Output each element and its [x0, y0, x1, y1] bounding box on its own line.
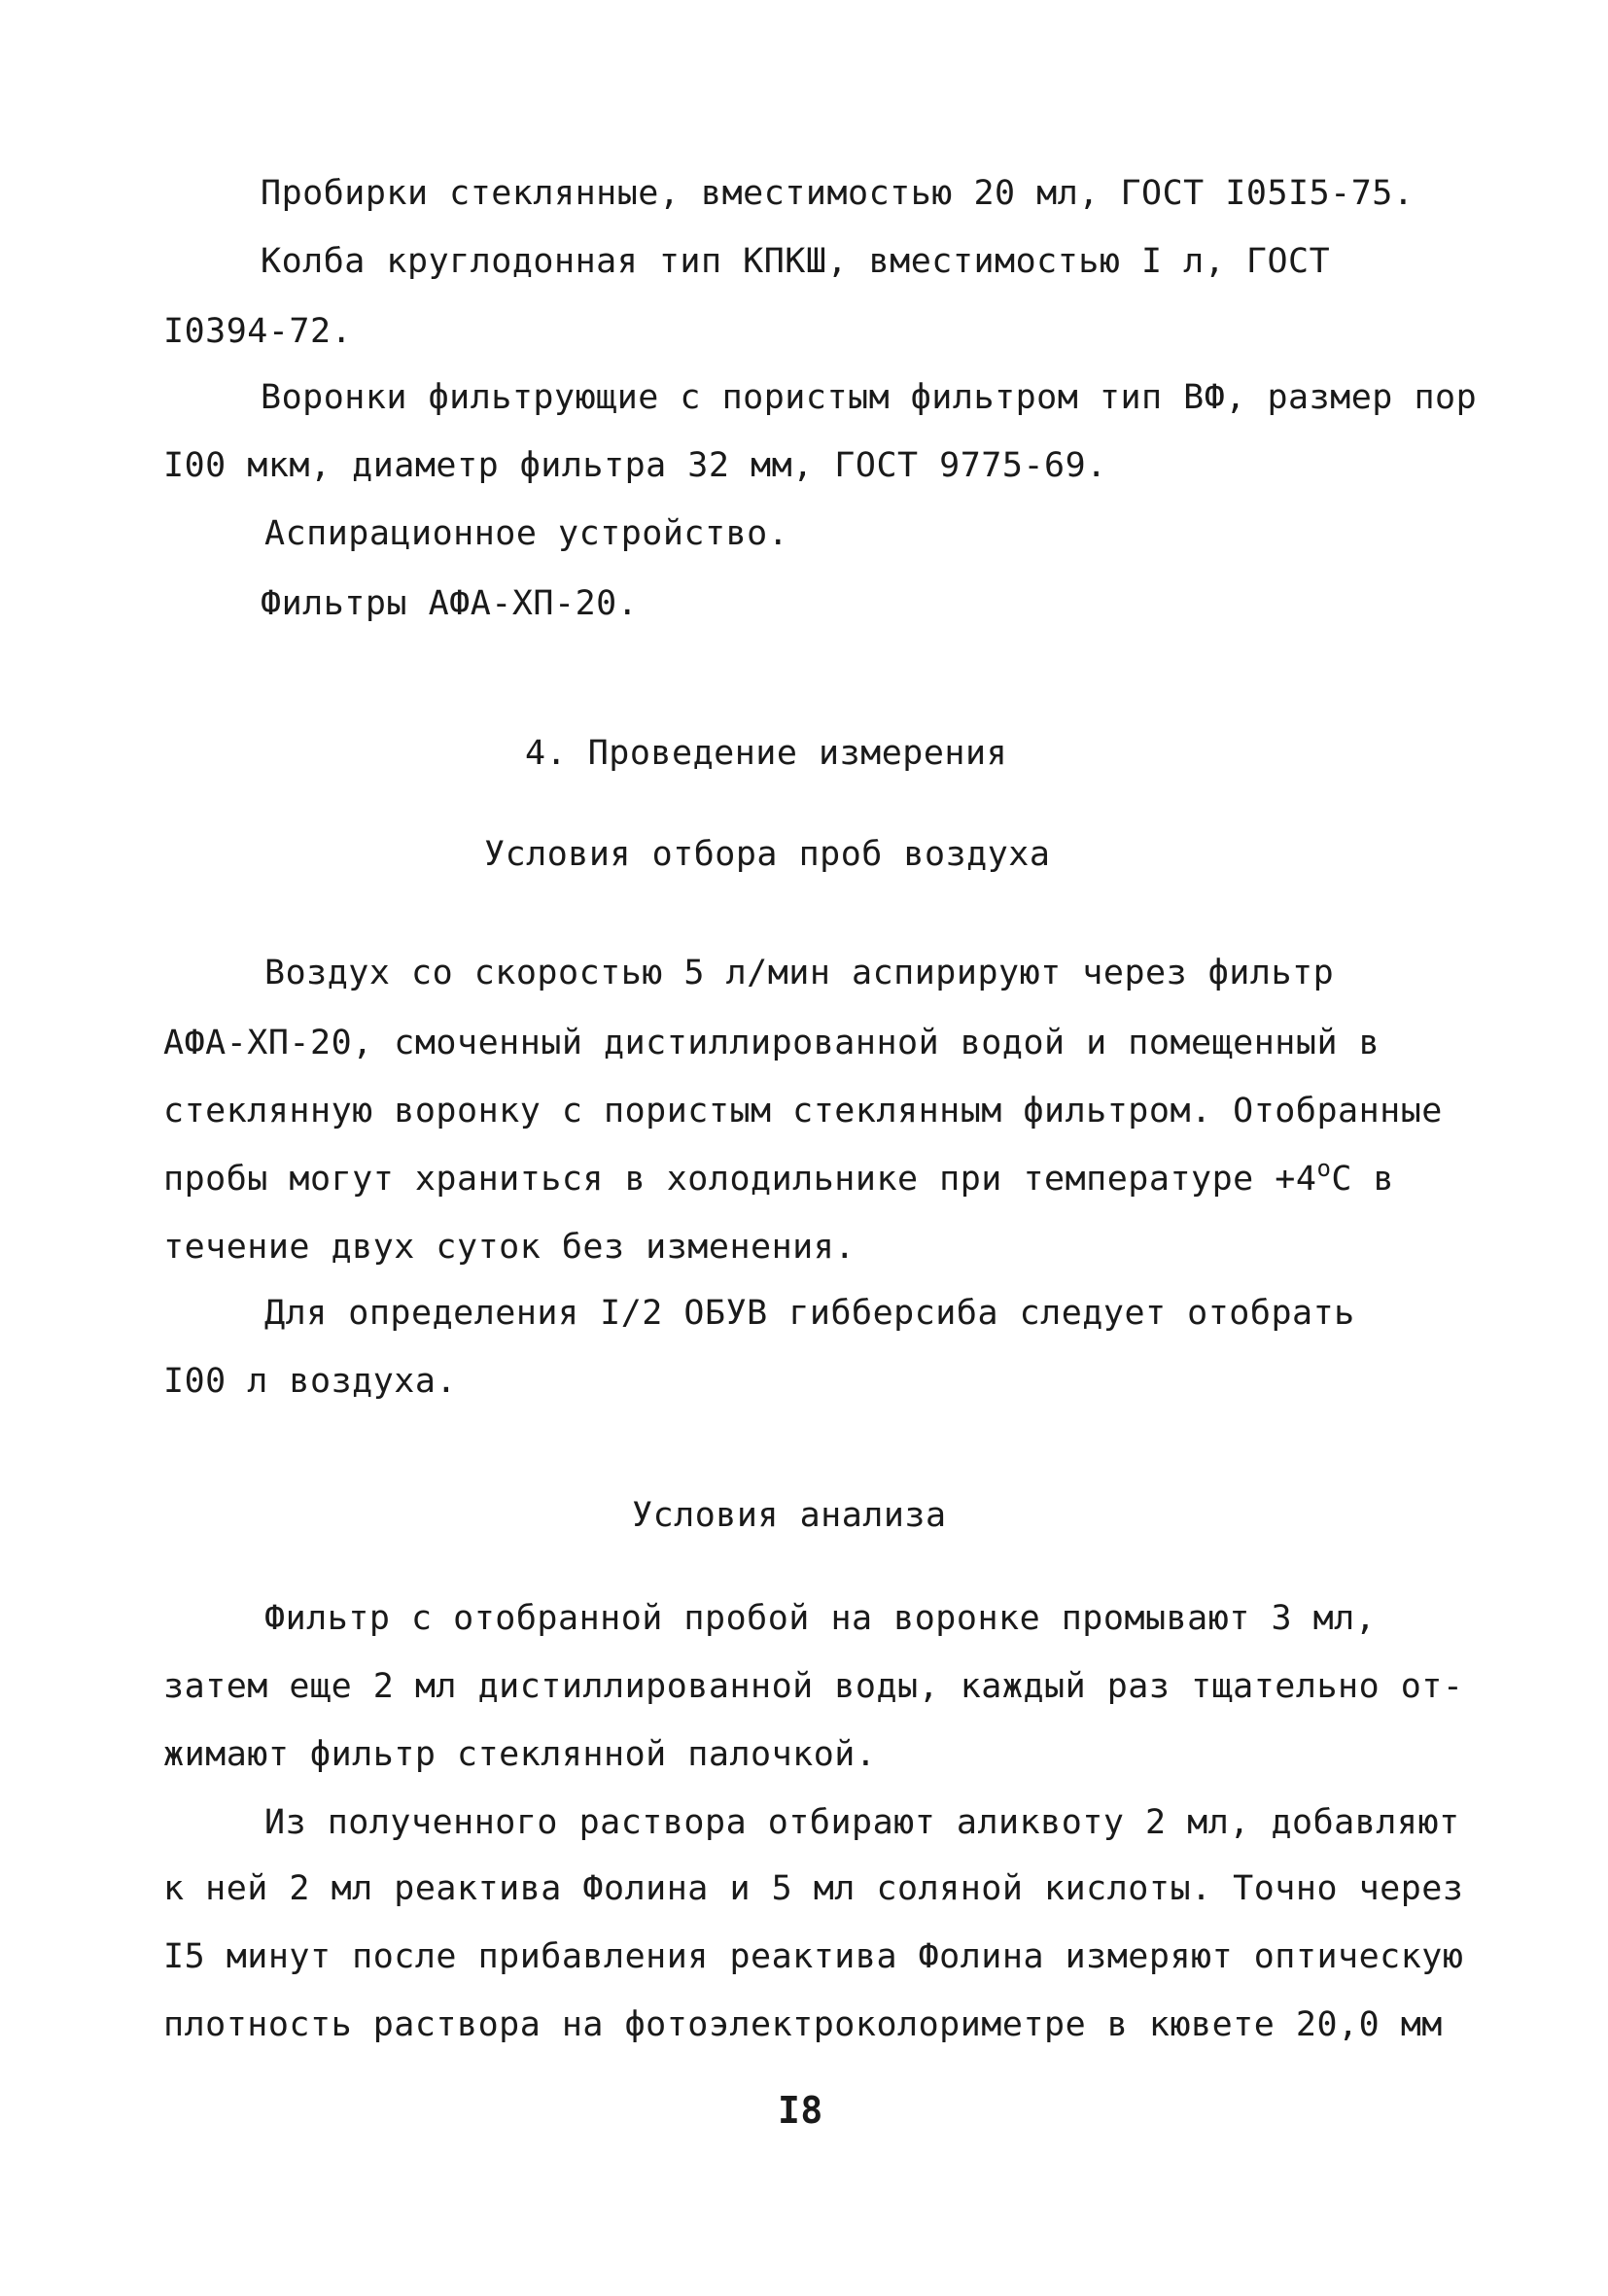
temperature-text: пробы могут храниться в холодильнике при температуре +4: [163, 1160, 1317, 1199]
equipment-line-flask: Колба круглодонная тип КПКШ, вместимостью I л, ГОСТ: [261, 242, 1331, 281]
sampling-paragraph-line: стеклянную воронку с пористым стеклянным фильтром. Отобранные: [163, 1092, 1443, 1131]
equipment-line-aspirator: Аспирационное устройство.: [264, 514, 789, 553]
page-number: I8: [778, 2089, 823, 2132]
volume-paragraph-line: I00 л воздуха.: [163, 1362, 458, 1401]
equipment-line-funnels-cont: I00 мкм, диаметр фильтра 32 мм, ГОСТ 9775-69.: [163, 446, 1107, 485]
section-subheading-sampling: Условия отбора проб воздуха: [484, 835, 1051, 874]
equipment-line-flask-gost: I0394-72.: [163, 312, 353, 351]
degree-superscript: o: [1316, 1155, 1332, 1182]
sampling-paragraph-line: АФА-ХП-20, смоченный дистиллированной водой и помещенный в: [163, 1024, 1381, 1062]
sampling-paragraph-line: Воздух со скоростью 5 л/мин аспирируют через фильтр: [264, 954, 1335, 992]
equipment-line-funnels: Воронки фильтрующие с пористым фильтром тип ВФ, размер пор: [261, 378, 1478, 417]
analysis-paragraph-line: плотность раствора на фотоэлектроколориметре в кювете 20,0 мм: [163, 2005, 1443, 2044]
analysis-heading: Условия анализа: [632, 1496, 947, 1535]
sampling-paragraph-line: течение двух суток без изменения.: [163, 1228, 856, 1267]
sampling-paragraph-line-temperature: [163, 1155, 1395, 1199]
temperature-unit-text: С в: [1331, 1160, 1395, 1199]
analysis-paragraph-line: затем еще 2 мл дистиллированной воды, каждый раз тщательно от-: [163, 1667, 1464, 1706]
analysis-paragraph-line: к ней 2 мл реактива Фолина и 5 мл соляной кислоты. Точно через: [163, 1869, 1464, 1908]
analysis-paragraph-line: I5 минут после прибавления реактива Фолина измеряют оптическую: [163, 1937, 1464, 1976]
section-heading: 4. Проведение измерения: [525, 734, 1008, 773]
analysis-paragraph-line: Фильтр с отобранной пробой на воронке промывают 3 мл,: [264, 1599, 1377, 1638]
analysis-paragraph-line: Из полученного раствора отбирают аликвоту 2 мл, добавляют: [264, 1803, 1460, 1842]
volume-paragraph-line: Для определения I/2 ОБУВ гибберсиба следует отобрать: [264, 1294, 1355, 1333]
analysis-paragraph-line: жимают фильтр стеклянной палочкой.: [163, 1735, 877, 1774]
equipment-line-filters: Фильтры АФА-ХП-20.: [261, 584, 639, 623]
equipment-line-test-tubes: Пробирки стеклянные, вместимостью 20 мл, ГОСТ I05I5-75.: [261, 174, 1415, 213]
